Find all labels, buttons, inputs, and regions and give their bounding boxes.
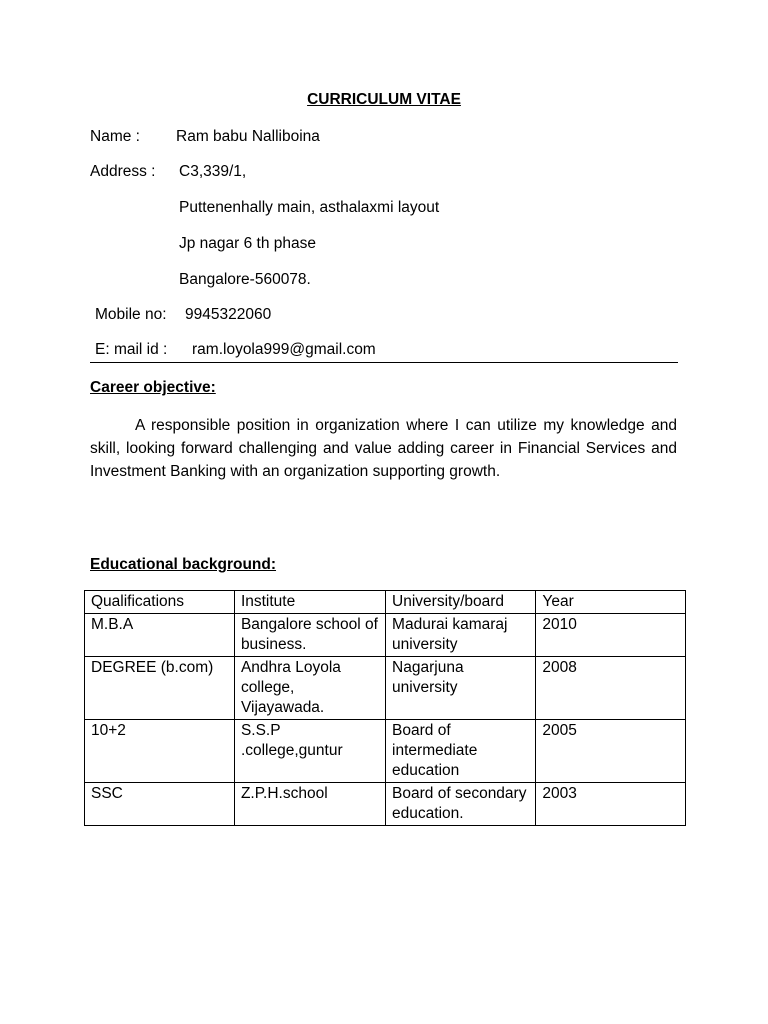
cell-university: Nagarjuna university bbox=[386, 657, 536, 720]
header-institute: Institute bbox=[234, 591, 385, 614]
cell-university: Board of intermediate education bbox=[386, 720, 536, 783]
cell-qualification: SSC bbox=[85, 783, 235, 826]
cell-year: 2008 bbox=[536, 657, 686, 720]
table-row bbox=[85, 657, 686, 720]
name-label: Name : bbox=[90, 128, 140, 145]
education-table bbox=[84, 590, 686, 826]
mobile-value: 9945322060 bbox=[185, 306, 272, 323]
cell-institute: S.S.P .college,guntur bbox=[234, 720, 385, 783]
address-line-2: Puttenenhally main, asthalaxmi layout bbox=[179, 199, 440, 216]
cell-qualification: DEGREE (b.com) bbox=[85, 657, 235, 720]
education-heading: Educational background: bbox=[90, 556, 277, 573]
name-value: Ram babu Nalliboina bbox=[176, 128, 320, 145]
cell-university: Board of secondary education. bbox=[386, 783, 536, 826]
cell-qualification: 10+2 bbox=[85, 720, 235, 783]
cell-institute: Bangalore school of business. bbox=[234, 614, 385, 657]
table-header-row bbox=[85, 591, 686, 614]
document-title: CURRICULUM VITAE bbox=[307, 91, 461, 108]
career-objective-heading: Career objective: bbox=[90, 379, 216, 396]
table-row bbox=[85, 614, 686, 657]
address-line-3: Jp nagar 6 th phase bbox=[179, 235, 317, 252]
career-objective-body: A responsible position in organization where I can utilize my knowledge and skill, looking forward challenging and value adding career in Financial Services and Investment Banking with an organization supporting growth. bbox=[90, 417, 677, 480]
table-row bbox=[85, 783, 686, 826]
table-row bbox=[85, 720, 686, 783]
career-objective-text bbox=[90, 414, 677, 483]
header-year: Year bbox=[536, 591, 686, 614]
email-value: ram.loyola999@gmail.com bbox=[192, 341, 376, 358]
address-line-4: Bangalore-560078. bbox=[179, 271, 311, 288]
cell-university: Madurai kamaraj university bbox=[386, 614, 536, 657]
header-university: University/board bbox=[386, 591, 536, 614]
address-line-1: C3,339/1, bbox=[179, 163, 247, 180]
cell-year: 2003 bbox=[536, 783, 686, 826]
address-label: Address : bbox=[90, 163, 156, 180]
cell-institute: Z.P.H.school bbox=[234, 783, 385, 826]
header-divider bbox=[90, 362, 678, 363]
header-qualifications: Qualifications bbox=[85, 591, 235, 614]
mobile-label: Mobile no: bbox=[95, 306, 167, 323]
cell-institute: Andhra Loyola college, Vijayawada. bbox=[234, 657, 385, 720]
cell-qualification: M.B.A bbox=[85, 614, 235, 657]
email-label: E: mail id : bbox=[95, 341, 168, 358]
cell-year: 2005 bbox=[536, 720, 686, 783]
cell-year: 2010 bbox=[536, 614, 686, 657]
